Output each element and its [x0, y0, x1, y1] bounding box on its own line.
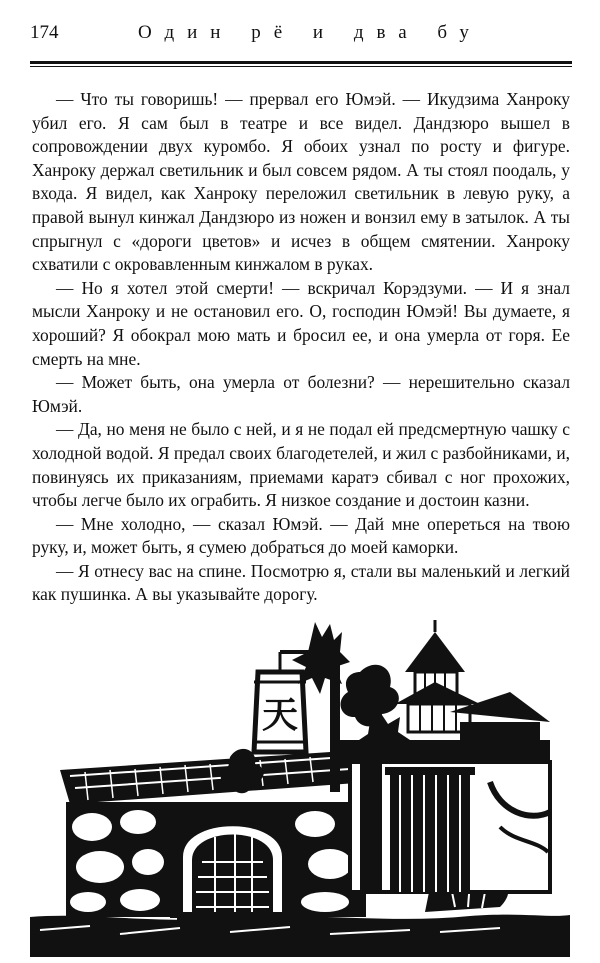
ground [30, 915, 570, 957]
body-text [32, 88, 570, 607]
paragraph-3: — Может быть, она умерла от болезни? — нерешительно сказал Юмэй. [32, 372, 570, 416]
lantern-glyph: 天 [261, 695, 299, 736]
house-with-door [330, 740, 550, 892]
page-number: 174 [30, 22, 59, 43]
page-header [30, 14, 572, 54]
paragraph-6: — Я отнесу вас на спине. Посмотрю я, стали вы маленький и легкий как пушинка. А вы указывайте дорогу. [32, 560, 570, 605]
header-rule-thin [30, 66, 572, 67]
paragraph-1: — Что ты говоришь! — прервал его Юмэй. — Икудзима Ханроку убил его. Я сам был в театре и все видел. Дандзюро вышел в сопровождении двух куромбо. Я обоих узнал по росту и фигуре. Ханроку держал светильник и был совсем рядом. А ты стоял поодаль, у входа. Я видел, как Ханроку переложил светильник в левую руку, а правой вынул кинжал Дандзюро из ножен и вонзил ему в затылок. А ты спрыгнул с «дороги цветов» и исчез в общем смятении. Ханроку схватили с окровавленным кинжалом в руках. [32, 89, 570, 275]
arched-gate [170, 823, 295, 918]
paragraph-5: — Мне холодно, — сказал Юмэй. — Дай мне опереться на твою руку, и, может быть, я сумею добраться до моей каморки. [32, 513, 570, 558]
running-title: Один рё и два бу [138, 22, 482, 43]
pagoda-building [395, 620, 550, 742]
header-rule-thick [30, 61, 572, 64]
paragraph-2: — Но я хотел этой смерти! — вскричал Корэдзуми. — И я знал мысли Ханроку и не остановил его. О, господин Юмэй! Вы думаете, я хороший? Я обокрал мою мать и бросил ее, и она умерла от горя. Ее смерть на мне. [32, 277, 570, 369]
woodcut-illustration [30, 612, 570, 957]
paragraph-4: — Да, но меня не было с ней, и я не подал ей предсмертную чашку с холодной водой. Я предал своих благодетелей, и жил с разбойниками, и, повинуясь их приказаниям, приемами каратэ сбивал с ног прохожих, чтобы легче было их ограбить. Я низкое создание и достоин казни. [32, 419, 570, 511]
